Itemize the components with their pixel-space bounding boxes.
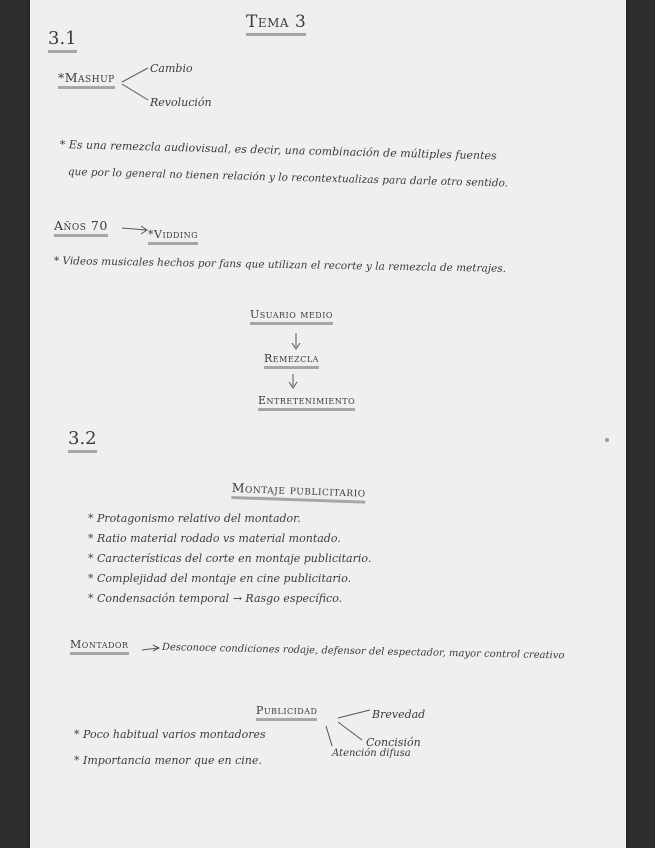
publicidad-branch-2 — [338, 722, 362, 740]
note-1: * Poco habitual varios montadores — [74, 728, 266, 741]
publicidad-branch-brevedad: Brevedad — [372, 708, 426, 721]
mashup-branch-arrow-1 — [122, 68, 148, 82]
vidding-label: *Vidding — [148, 228, 198, 245]
mashup-branch-revolucion: Revolución — [150, 96, 212, 109]
flow-step-remezcla: Remezcla — [264, 352, 319, 369]
montador-text: Desconoce condiciones rodaje, defensor del espectador, mayor control creativo — [161, 642, 565, 662]
bullet-1: * Protagonismo relativo del montador. — [88, 512, 301, 525]
bullet-4: * Complejidad del montaje en cine publicitario. — [88, 572, 352, 585]
publicidad-label: Publicidad — [256, 704, 317, 721]
montaje-heading: Montaje publicitario — [231, 480, 366, 504]
years-label: Años 70 — [54, 218, 108, 237]
publicidad-branch-atencion: Atención difusa — [332, 748, 411, 759]
flow-step-usuario-medio: Usuario medio — [250, 308, 333, 325]
note-2: * Importancia menor que en cine. — [74, 754, 262, 767]
section-number-3-2: 3.2 — [68, 428, 97, 453]
flow-step-entretenimiento: Entretenimiento — [258, 394, 355, 411]
mashup-label: *Mashup — [58, 70, 115, 89]
years-arrow — [122, 228, 146, 230]
paper-mark — [605, 438, 609, 442]
definition-line-1: * Es una remezcla audiovisual, es decir, una combinación de múltiples fuentes — [59, 138, 497, 163]
section-number-3-1: 3.1 — [48, 28, 77, 53]
montador-label: Montador — [70, 638, 129, 655]
vidding-note: * Videos musicales hechos por fans que utilizan el recorte y la remezcla de metrajes. — [53, 255, 507, 275]
notebook-page — [30, 0, 626, 848]
mashup-branch-arrow-2 — [122, 84, 148, 100]
mashup-branch-cambio: Cambio — [150, 62, 193, 75]
bullet-3: * Características del corte en montaje publicitario. — [88, 552, 372, 565]
publicidad-branch-concision: Concisión — [366, 736, 421, 749]
publicidad-branch-3 — [326, 726, 332, 746]
definition-line-2: que por lo general no tienen relación y lo recontextualizas para darle otro sentido. — [67, 166, 509, 190]
bullet-2: * Ratio material rodado vs material montado. — [88, 532, 341, 545]
bullet-5: * Condensación temporal → Rasgo específico. — [88, 592, 343, 605]
publicidad-branch-1 — [338, 710, 370, 718]
page-title: Tema 3 — [246, 12, 306, 36]
arrows-overlay — [30, 0, 626, 848]
